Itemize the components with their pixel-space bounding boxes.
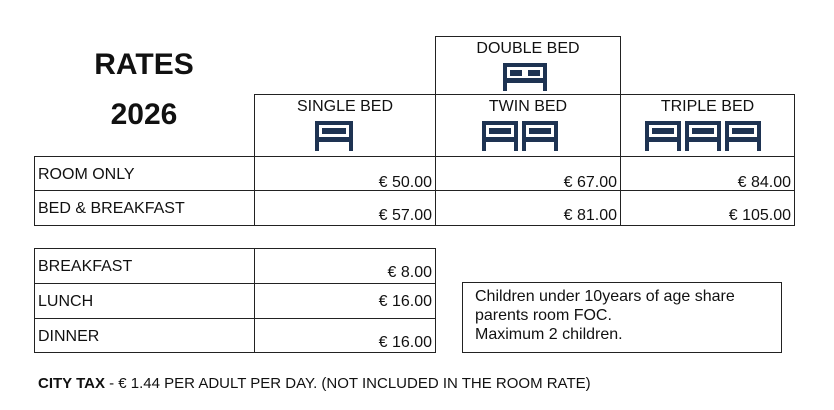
header-single-label: SINGLE BED xyxy=(296,98,394,115)
triple-bed-icon xyxy=(644,119,764,151)
price-room-only-triple: € 84.00 xyxy=(737,174,791,191)
page-title xyxy=(34,48,254,82)
meal-row-label xyxy=(34,318,255,353)
price-room-only-twin: € 67.00 xyxy=(563,174,617,191)
price-lunch: € 16.00 xyxy=(378,293,432,310)
header-double-label: DOUBLE BED xyxy=(476,40,580,57)
title-rates: RATES xyxy=(94,48,194,81)
rate-cell-twin xyxy=(435,190,621,226)
rate-label-room-only: ROOM ONLY xyxy=(38,166,135,183)
meal-label-breakfast: BREAKFAST xyxy=(38,258,133,275)
city-tax-text: - € 1.44 PER ADULT PER DAY. (NOT INCLUDED IN THE ROOM RATE) xyxy=(104,375,591,392)
meal-label-lunch: LUNCH xyxy=(38,293,94,310)
header-triple-label: TRIPLE BED xyxy=(660,98,755,115)
rate-row-label xyxy=(34,190,255,226)
price-dinner: € 16.00 xyxy=(378,334,432,351)
header-twin-label: TWIN BED xyxy=(488,98,568,115)
rate-cell-triple xyxy=(620,190,795,226)
meal-row-label xyxy=(34,283,255,319)
title-year: 2026 xyxy=(110,98,178,131)
price-bb-twin: € 81.00 xyxy=(563,207,617,224)
header-triple-bed xyxy=(620,94,795,157)
price-breakfast: € 8.00 xyxy=(387,264,432,281)
children-note xyxy=(462,282,782,353)
children-note-line2: parents room FOC. xyxy=(475,307,612,324)
rate-cell-single xyxy=(254,156,436,191)
city-tax-notice xyxy=(38,375,591,392)
rate-cell-triple xyxy=(620,156,795,191)
header-double-bed xyxy=(435,36,621,95)
single-bed-icon xyxy=(313,119,355,151)
children-note-line1: Children under 10years of age share xyxy=(475,288,735,305)
header-twin-bed xyxy=(435,94,621,157)
meal-price-cell xyxy=(254,248,436,284)
rate-row-label xyxy=(34,156,255,191)
price-bb-triple: € 105.00 xyxy=(728,207,791,224)
price-room-only-single: € 50.00 xyxy=(378,174,432,191)
double-bed-icon xyxy=(500,61,550,91)
rate-label-bed-breakfast: BED & BREAKFAST xyxy=(38,200,185,217)
meal-row-label xyxy=(34,248,255,284)
city-tax-label: CITY TAX xyxy=(38,375,105,392)
page-year xyxy=(34,98,254,132)
rate-cell-twin xyxy=(435,156,621,191)
header-single-bed xyxy=(254,94,436,157)
twin-bed-icon xyxy=(481,119,559,151)
rate-cell-single xyxy=(254,190,436,226)
children-note-line3: Maximum 2 children. xyxy=(475,326,623,343)
meal-price-cell xyxy=(254,283,436,319)
price-bb-single: € 57.00 xyxy=(378,207,432,224)
meal-price-cell xyxy=(254,318,436,353)
meal-label-dinner: DINNER xyxy=(38,328,100,345)
